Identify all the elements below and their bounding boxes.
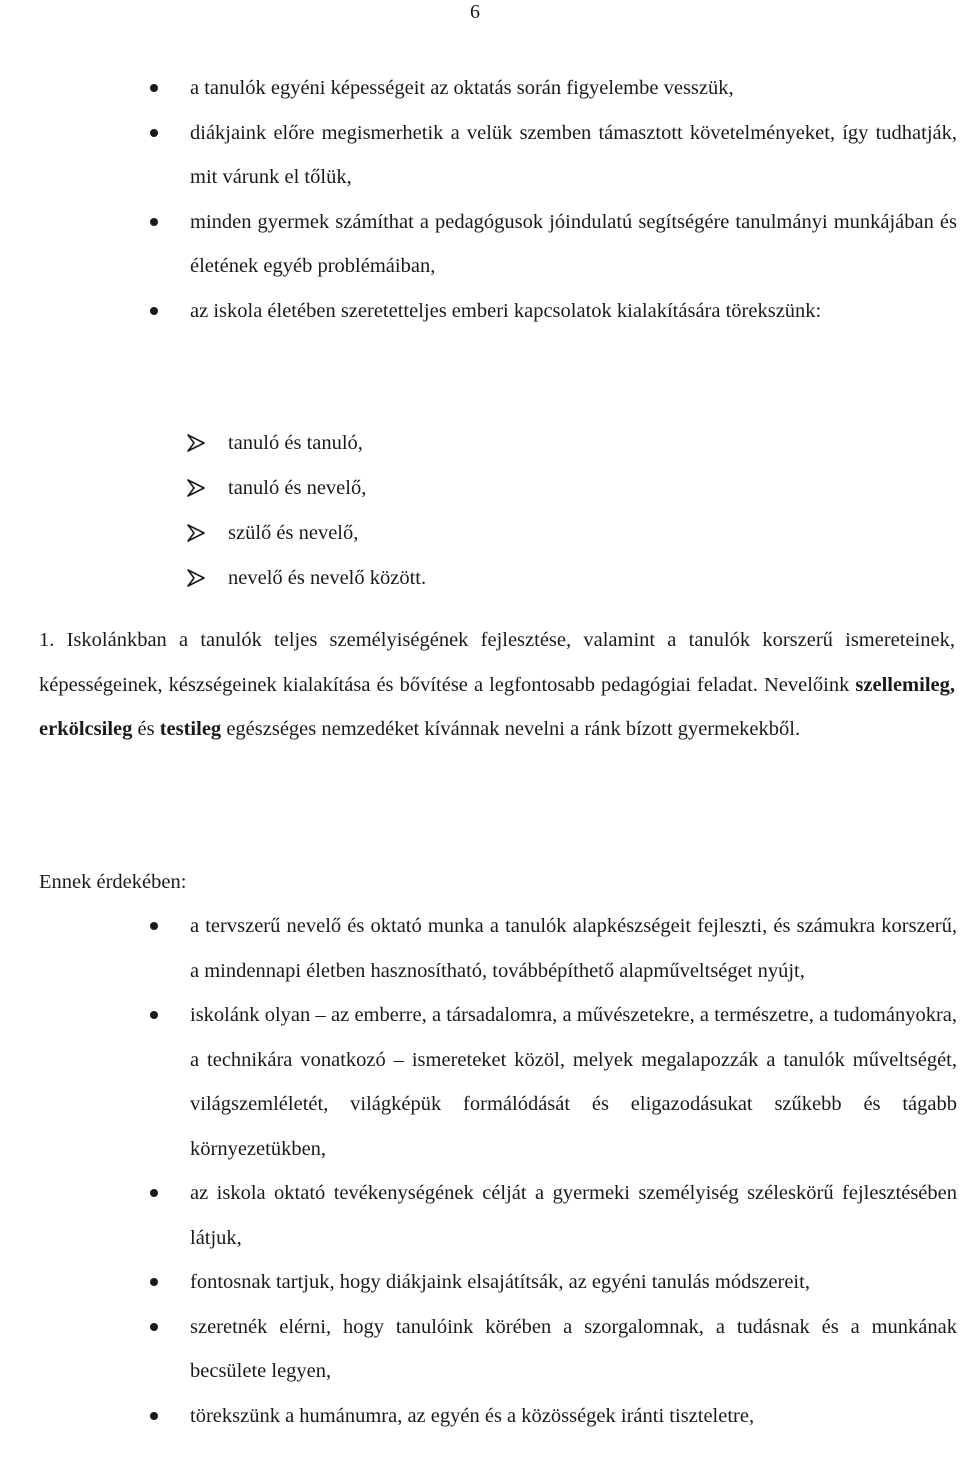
list-item-text: tanuló és tanuló, (228, 432, 363, 454)
list-item-text: tanuló és nevelő, (228, 477, 367, 499)
bullet-icon (150, 218, 158, 226)
bullet-icon (150, 307, 158, 315)
list-item-text: diákjaink előre megismerhetik a velük szemben támasztott követelményeket, így tudhatják, mit várunk el tőlük, (190, 121, 957, 188)
arrow-list-relationships (0, 420, 426, 600)
paragraph-text: 1. Iskolánkban a tanulók teljes személyiségének fejlesztése, valamint a tanulók korszerű ismereteinek, képességeinek, készségeinek kialakítása és bővítése a legfontosabb pedagógiai feladat. Nevelőink (39, 629, 955, 696)
paragraph-text: egészséges nemzedéket kívánnak nevelni a ránk bízott gyermekekből. (221, 718, 801, 740)
list-item (0, 1305, 957, 1394)
bullet-icon (150, 1323, 158, 1331)
arrow-bullet-icon (187, 524, 205, 542)
list-item-text: minden gyermek számíthat a pedagógusok jóindulatú segítségére tanulmányi munkájában és életének egyéb problémáiban, (190, 210, 957, 277)
list-item (0, 66, 957, 111)
list-item (0, 1171, 957, 1260)
list-item (0, 465, 426, 510)
bullet-icon (150, 84, 158, 92)
arrow-bullet-icon (187, 569, 205, 587)
list-item (0, 420, 426, 465)
list-item-text: fontosnak tartjuk, hogy diákjaink elsajátítsák, az egyéni tanulás módszereit, (190, 1271, 810, 1293)
list-item (0, 993, 957, 1171)
list-item (0, 510, 426, 555)
bullet-icon (150, 1412, 158, 1420)
bullet-icon (150, 1011, 158, 1019)
bullet-list-goals (0, 66, 960, 333)
arrow-bullet-icon (187, 479, 205, 497)
list-item-text: az iskola életében szeretetteljes emberi kapcsolatok kialakítására törekszünk: (190, 299, 822, 322)
page-number: 6 (470, 1, 480, 23)
bullet-icon (150, 129, 158, 137)
list-item-text: iskolánk olyan – az emberre, a társadalomra, a művészetekre, a természetre, a tudományokra, a technikára vonatkozó – ismereteket közöl, melyek megalapozzák a tanulók műveltségét, világszemléletét, világképük formálódását és eligazodásukat szűkebb és tágabb környezetükben, (190, 1004, 957, 1160)
list-item-text: a tervszerű nevelő és oktató munka a tanulók alapkészségeit fejleszti, és számukra korszerű, a mindennapi életben hasznosítható, továbbépíthető alapműveltséget nyújt, (190, 915, 957, 982)
list-item (0, 1260, 957, 1305)
list-item (0, 289, 957, 334)
arrow-bullet-icon (187, 434, 205, 452)
bullet-list-aims (0, 904, 960, 1438)
list-item-text: nevelő és nevelő között. (228, 567, 427, 589)
paragraph-text: és (132, 718, 160, 740)
list-item (0, 111, 957, 200)
bullet-icon (150, 1189, 158, 1197)
bold-text: szellemileg, erkölcsileg (39, 673, 955, 740)
list-item (0, 200, 957, 289)
list-item (0, 904, 957, 993)
bullet-icon (150, 1278, 158, 1286)
list-item (0, 555, 426, 600)
list-item-text: szeretnék elérni, hogy tanulóink körében a szorgalomnak, a tudásnak és a munkának becsülete legyen, (190, 1315, 957, 1382)
list-item-text: törekszünk a humánumra, az egyén és a közösségek iránti tiszteletre, (190, 1404, 755, 1427)
bullet-icon (150, 922, 158, 930)
list-item-text: szülő és nevelő, (228, 522, 359, 544)
bold-text: testileg (159, 718, 222, 740)
list-item-text: az iskola oktató tevékenységének célját a gyermeki személyiség széleskörű fejlesztésében látjuk, (190, 1182, 957, 1249)
main-paragraph (39, 618, 955, 752)
list-item-text: a tanulók egyéni képességeit az oktatás során figyelembe vesszük, (190, 77, 734, 99)
section-heading: Ennek érdekében: (39, 871, 187, 893)
list-item (0, 1394, 957, 1439)
